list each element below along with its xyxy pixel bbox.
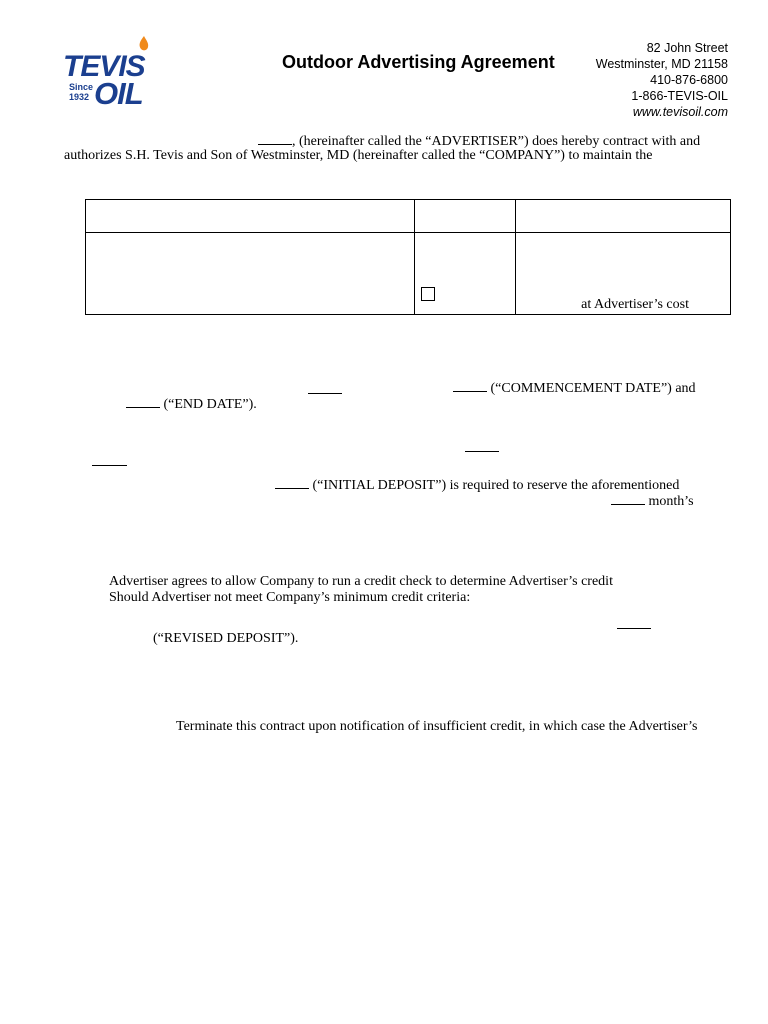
table-cell (86, 233, 415, 315)
address-city: Westminster, MD 21158 (595, 57, 728, 71)
logo-since-year: 1932 (69, 92, 90, 102)
cost-note-cell (516, 233, 731, 315)
company-logo (62, 32, 177, 107)
document-title: Outdoor Advertising Agreement (282, 52, 555, 72)
amount-blank[interactable] (465, 451, 499, 452)
logo-since-label: Since (69, 82, 94, 92)
revised-amount-blank[interactable] (617, 628, 651, 629)
table-header-row (86, 200, 731, 233)
months-line (611, 492, 694, 510)
option-checkbox[interactable] (421, 287, 435, 301)
initial-deposit-text: (“INITIAL DEPOSIT”) is required to reserve the aforementioned (312, 478, 680, 493)
end-date-line (126, 395, 257, 413)
tevis-oil-logo-graphic (62, 32, 177, 107)
intro-line-1-text: , (hereinafter called the “ADVERTISER”) does hereby contract with and (292, 134, 701, 149)
signage-table (85, 199, 731, 315)
end-date-blank[interactable] (126, 395, 160, 408)
table-header-cell (86, 200, 415, 233)
date-blank[interactable] (308, 393, 342, 394)
revised-deposit-text: (“REVISED DEPOSIT”). (153, 631, 299, 646)
table-header-cell (516, 200, 731, 233)
address-website: www.tevisoil.com (632, 105, 728, 119)
credit-line-2: Should Advertiser not meet Company’s minimum credit criteria: (109, 590, 471, 605)
table-header-cell (415, 200, 516, 233)
address-tollfree: 1-866-TEVIS-OIL (631, 89, 728, 103)
company-address (596, 40, 728, 120)
table-cell (415, 233, 516, 315)
logo-word-tevis: TEVIS (63, 50, 145, 83)
amount-blank[interactable] (92, 465, 127, 466)
credit-line-1: Advertiser agrees to allow Company to run a credit check to determine Advertiser’s credit (109, 574, 613, 589)
intro-line-2: authorizes S.H. Tevis and Son of Westminster, MD (hereinafter called the “COMPANY”) to maintain the (64, 148, 653, 163)
address-phone: 410-876-6800 (650, 73, 728, 87)
commencement-date-blank[interactable] (453, 379, 487, 392)
terminate-line: Terminate this contract upon notification of insufficient credit, in which case the Advertiser’s (176, 719, 698, 734)
address-street: 82 John Street (646, 41, 728, 55)
months-text: month’s (648, 494, 694, 509)
advertiser-name-blank[interactable] (258, 132, 292, 145)
commencement-text: (“COMMENCEMENT DATE”) and (490, 381, 696, 396)
end-date-text: (“END DATE”). (163, 397, 257, 412)
months-blank[interactable] (611, 492, 645, 505)
flame-icon (140, 36, 149, 50)
initial-deposit-blank[interactable] (275, 476, 309, 489)
commencement-line (453, 379, 696, 397)
logo-word-oil: OIL (94, 76, 143, 107)
cost-note: at Advertiser’s cost (581, 297, 689, 312)
table-row (86, 233, 731, 315)
